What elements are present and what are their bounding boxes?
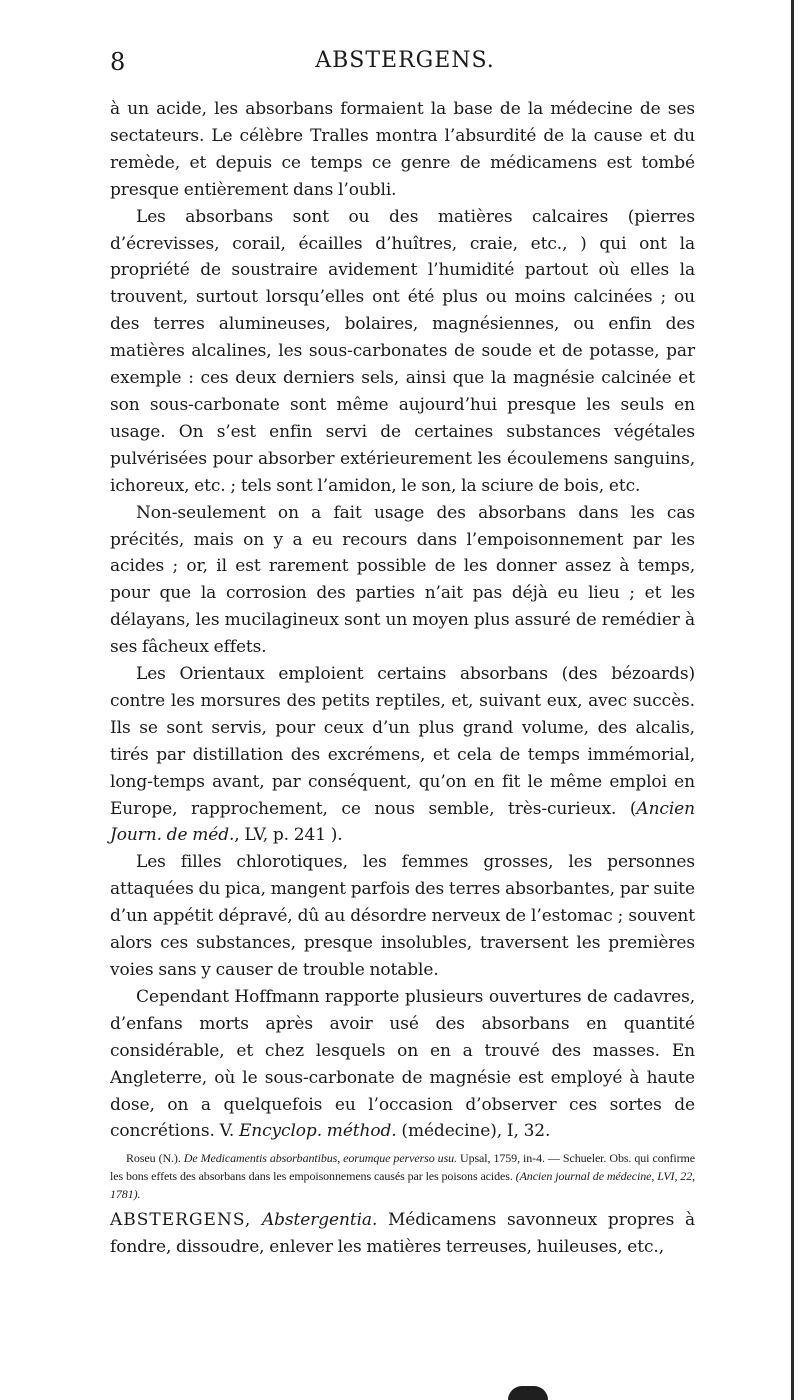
citation-see: V. (219, 1121, 235, 1142)
paragraph-3: Non-seulement on a fait usage des absorbans dans les cas précités, mais on y a eu recours dans l’empoisonnement par les acides ; or, il est rarement possible de les donner assez à temps, pour que la corrosion des parties n’ait pas déjà eu lieu ; et les délayans, les mucilagineux sont un moyen plus assuré de remédier à ses fâcheux effets. (110, 502, 695, 658)
citation-ref-2: (médecine), I, 32. (401, 1121, 551, 1142)
bibliography-note (110, 1149, 695, 1203)
dictionary-entry (110, 1207, 695, 1261)
page-header (110, 48, 700, 88)
citation-source: Ancien Journ. de méd. (110, 798, 695, 846)
page-number: 8 (110, 48, 126, 76)
paragraph-4 (110, 661, 695, 849)
paragraph-4-text: Les Orientaux emploient certains absorbans (des bézoards) contre les morsures des petits reptiles, et, suivant eux, avec succès. Ils se sont servis, pour ceux d’un plus grand volume, des alcalis, tirés par distillation des excrémens, et cela de temps immémorial, long-temps avant, par conséquent, qu’on en fit le même emploi en Europe, rapprochement, ce nous semble, très-curieux. (110, 664, 695, 819)
citation-ref: , LV, p. 241 ). (234, 825, 343, 846)
page-edge-line (791, 0, 794, 1400)
entry-headword: ABSTERGENS, (110, 1210, 252, 1231)
paragraph-6 (110, 984, 695, 1145)
entry-latin: Abstergentia. (261, 1210, 378, 1231)
bibliography-title: De Medicamentis absorbantibus, eorumque perverso usu. (183, 1151, 457, 1166)
bibliography-author: Roseu (N.). (126, 1151, 184, 1166)
entry-definition: Médicamens savonneux propres à fondre, dissoudre, enlever les matières terreuses, huileuses, etc., (110, 1210, 695, 1258)
bibliography-source: (Ancien journal de médecine, LVI, 22, 1781). (110, 1169, 695, 1202)
page-fold-mark (508, 1386, 548, 1400)
bibliography-details: Upsal, 1759, in-4. — Schueler. Obs. qui confirme les bons effets des absorbans dans les empoisonnemens causés par les poisons acides. (110, 1151, 695, 1184)
citation-open: ( (629, 798, 637, 819)
paragraph-6-text: Cependant Hoffmann rapporte plusieurs ouvertures de cadavres, d’enfans morts après avoir usé des absorbans en quantité considérable, et chez lesquels on en a trouvé des masses. En Angleterre, où le sous-carbonate de magnésie est employé à haute dose, on a quelquefois eu l’occasion d’observer ces sortes de concrétions. (110, 986, 695, 1142)
body-text (110, 96, 695, 1261)
paragraph-2: Les absorbans sont ou des matières calcaires (pierres d’écrevisses, corail, écailles d’huîtres, craie, etc., ) qui ont la propriété de soustraire avidement l’humidité partout où elles la trouvent, surtout lorsqu’elles ont été plus ou moins calcinées ; ou des terres alumineuses, bolaires, magnésiennes, ou enfin des matières alcalines, les sous-carbonates de soude et de potasse, par exemple : ces deux derniers sels, ainsi que la magnésie calcinée et son sous-carbonate sont même aujourd’hui presque les seuls en usage. On s’est enfin servi de certaines substances végétales pulvérisées pour absorber extérieurement les écoulemens sanguins, ichoreux, etc. ; tels sont l’amidon, le son, la sciure de bois, etc. (110, 206, 695, 496)
running-head: ABSTERGENS. (315, 48, 495, 73)
citation-source-2: Encyclop. méthod. (238, 1121, 397, 1142)
paragraph-1: à un acide, les absorbans formaient la base de la médecine de ses sectateurs. Le célèbre Tralles montra l’absurdité de la cause et du remède, et depuis ce temps ce genre de médicamens est tombé presque entièrement dans l’oubli. (110, 99, 695, 200)
paragraph-5: Les filles chlorotiques, les femmes grosses, les personnes attaquées du pica, mangent parfois des terres absorbantes, par suite d’un appétit dépravé, dû au désordre nerveux de l’estomac ; souvent alors ces substances, presque insolubles, traversent les premières voies sans y causer de trouble notable. (110, 852, 695, 980)
